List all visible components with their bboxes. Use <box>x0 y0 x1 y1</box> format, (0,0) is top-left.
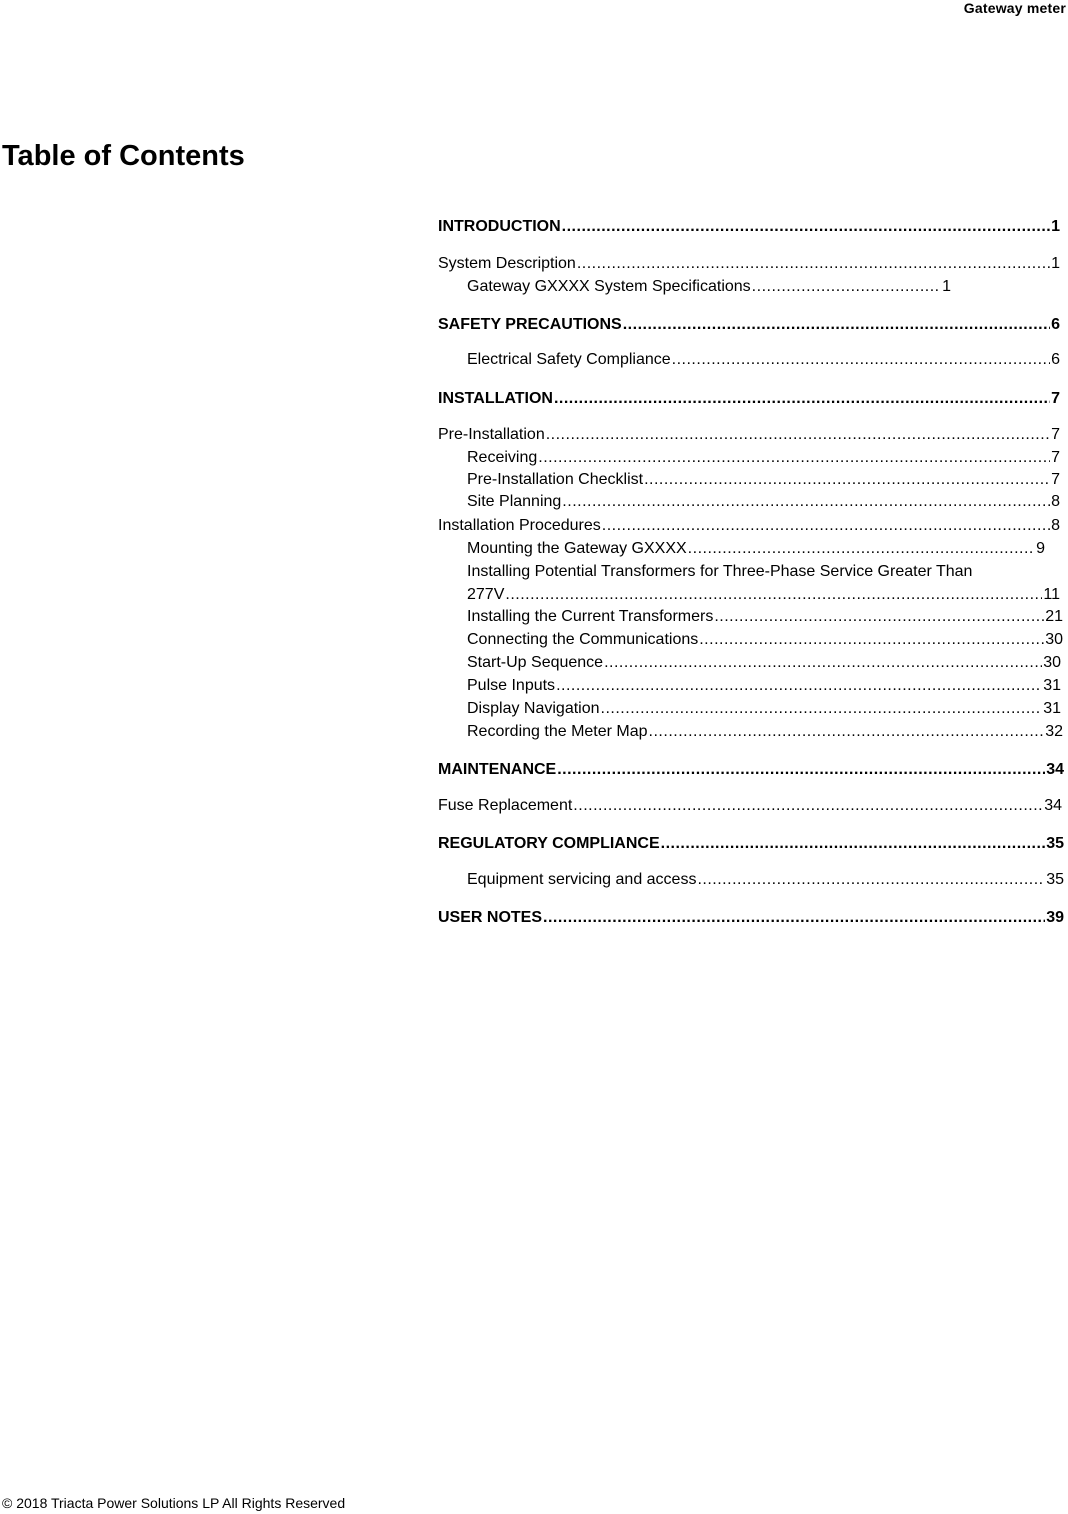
dot-leader <box>573 796 1043 816</box>
toc-page-number: 11 <box>1043 586 1060 603</box>
toc-entry-label: Mounting the Gateway GXXXX <box>467 540 687 557</box>
toc-entry-label: Pre-Installation <box>438 426 545 443</box>
toc-entry-pulse-inputs[interactable] <box>467 676 1061 696</box>
toc-page-number: 35 <box>1046 871 1064 888</box>
toc-page-number: 8 <box>1051 493 1060 510</box>
dot-leader <box>688 539 1035 559</box>
toc-entry-label: 277V <box>467 586 505 603</box>
dot-leader <box>623 315 1050 335</box>
dot-leader <box>577 254 1050 274</box>
toc-entry-equipment-servicing[interactable] <box>467 870 1064 890</box>
toc-entry-label: MAINTENANCE <box>438 761 557 778</box>
toc-page-number: 39 <box>1046 909 1064 926</box>
toc-entry-site-planning[interactable] <box>467 492 1060 512</box>
toc-page-number: 31 <box>1043 677 1061 694</box>
toc-entry-pre-installation[interactable] <box>438 425 1060 445</box>
dot-leader <box>602 516 1050 536</box>
toc-page-number: 1 <box>1051 218 1060 235</box>
dot-leader <box>699 630 1044 650</box>
toc-page-number: 34 <box>1046 761 1064 778</box>
dot-leader <box>661 834 1046 854</box>
toc-page-number: 6 <box>1051 351 1060 368</box>
toc-page-number: 32 <box>1045 723 1063 740</box>
dot-leader <box>562 492 1050 512</box>
toc-entry-label: Pre-Installation Checklist <box>467 471 644 488</box>
dot-leader <box>649 722 1045 742</box>
toc-entry-label: Installing the Current Transformers <box>467 608 714 625</box>
toc-entry-label: Connecting the Communications <box>467 631 699 648</box>
toc-page-number: 30 <box>1045 631 1063 648</box>
dot-leader <box>562 217 1050 237</box>
toc-entry-label: Start-Up Sequence <box>467 654 604 671</box>
dot-leader <box>697 870 1045 890</box>
running-header: Gateway meter <box>963 0 1066 16</box>
toc-page-number: 35 <box>1046 835 1064 852</box>
toc-entry-label: Installation Procedures <box>438 517 601 534</box>
toc-entry-installation[interactable] <box>438 389 1060 409</box>
dot-leader <box>601 699 1043 719</box>
toc-page-number: 7 <box>1051 390 1060 407</box>
toc-entry-meter-map[interactable] <box>467 722 1063 742</box>
toc-page-number: 7 <box>1051 449 1060 466</box>
toc-page-number: 21 <box>1045 608 1063 625</box>
dot-leader <box>644 470 1050 490</box>
toc-entry-label: INTRODUCTION <box>438 218 561 235</box>
toc-entry-label: Equipment servicing and access <box>467 871 697 888</box>
toc-entry-mounting-gateway[interactable] <box>467 539 1045 559</box>
toc-entry-start-up-sequence[interactable] <box>467 653 1061 673</box>
toc-entry-connecting-communications[interactable] <box>467 630 1063 650</box>
toc-entry-label: REGULATORY COMPLIANCE <box>438 835 660 852</box>
toc-entry-user-notes[interactable] <box>438 908 1064 928</box>
toc-entry-system-description[interactable] <box>438 254 1060 274</box>
toc-entry-label: System Description <box>438 255 576 272</box>
toc-entry-potential-transformers-line1[interactable]: Installing Potential Transformers for Three-Phase Service Greater Than <box>467 563 973 580</box>
dot-leader <box>554 389 1050 409</box>
dot-leader <box>505 585 1042 605</box>
toc-page-number: 1 <box>1051 255 1060 272</box>
dot-leader <box>538 448 1050 468</box>
toc-entry-potential-transformers-line2[interactable] <box>467 585 1060 605</box>
dot-leader <box>672 350 1050 370</box>
toc-entry-receiving[interactable] <box>467 448 1060 468</box>
toc-page-number: 7 <box>1051 426 1060 443</box>
toc-entry-label: Receiving <box>467 449 538 466</box>
toc-page-number: 8 <box>1051 517 1060 534</box>
toc-entry-label: SAFETY PRECAUTIONS <box>438 316 622 333</box>
toc-entry-maintenance[interactable] <box>438 760 1064 780</box>
toc-page-number: 6 <box>1051 316 1060 333</box>
toc-entry-introduction[interactable] <box>438 217 1060 237</box>
toc-entry-label: Display Navigation <box>467 700 600 717</box>
page-title: Table of Contents <box>2 140 245 172</box>
toc-entry-current-transformers[interactable] <box>467 607 1063 627</box>
toc-entry-pre-installation-checklist[interactable] <box>467 470 1060 490</box>
copyright-footer: © 2018 Triacta Power Solutions LP All Rights Reserved <box>2 1495 346 1511</box>
toc-entry-label: Recording the Meter Map <box>467 723 648 740</box>
toc-page-number: 30 <box>1043 654 1061 671</box>
toc-entry-safety-precautions[interactable] <box>438 315 1060 335</box>
toc-entry-fuse-replacement[interactable] <box>438 796 1062 816</box>
dot-leader <box>546 425 1050 445</box>
toc-entry-regulatory-compliance[interactable] <box>438 834 1064 854</box>
toc-entry-label: Pulse Inputs <box>467 677 556 694</box>
dot-leader <box>604 653 1042 673</box>
dot-leader <box>752 277 941 297</box>
toc-page-number: 31 <box>1043 700 1061 717</box>
toc-entry-electrical-safety[interactable] <box>467 350 1060 370</box>
toc-entry-label: Site Planning <box>467 493 562 510</box>
dot-leader <box>557 760 1045 780</box>
toc-page-number: 9 <box>1036 540 1045 557</box>
dot-leader <box>556 676 1042 696</box>
toc-entry-label: USER NOTES <box>438 909 543 926</box>
toc-page-number: 7 <box>1051 471 1060 488</box>
toc-entry-label: Gateway GXXXX System Specifications <box>467 278 751 295</box>
toc-entry-label: INSTALLATION <box>438 390 553 407</box>
toc-page-number: 1 <box>942 278 951 295</box>
dot-leader <box>714 607 1044 627</box>
toc-page-number: 34 <box>1044 797 1062 814</box>
toc-entry-label: Fuse Replacement <box>438 797 573 814</box>
dot-leader <box>543 908 1045 928</box>
toc-entry-display-navigation[interactable] <box>467 699 1061 719</box>
toc-entry-label: Electrical Safety Compliance <box>467 351 671 368</box>
toc-entry-system-specifications[interactable] <box>467 277 951 297</box>
toc-entry-installation-procedures[interactable] <box>438 516 1060 536</box>
